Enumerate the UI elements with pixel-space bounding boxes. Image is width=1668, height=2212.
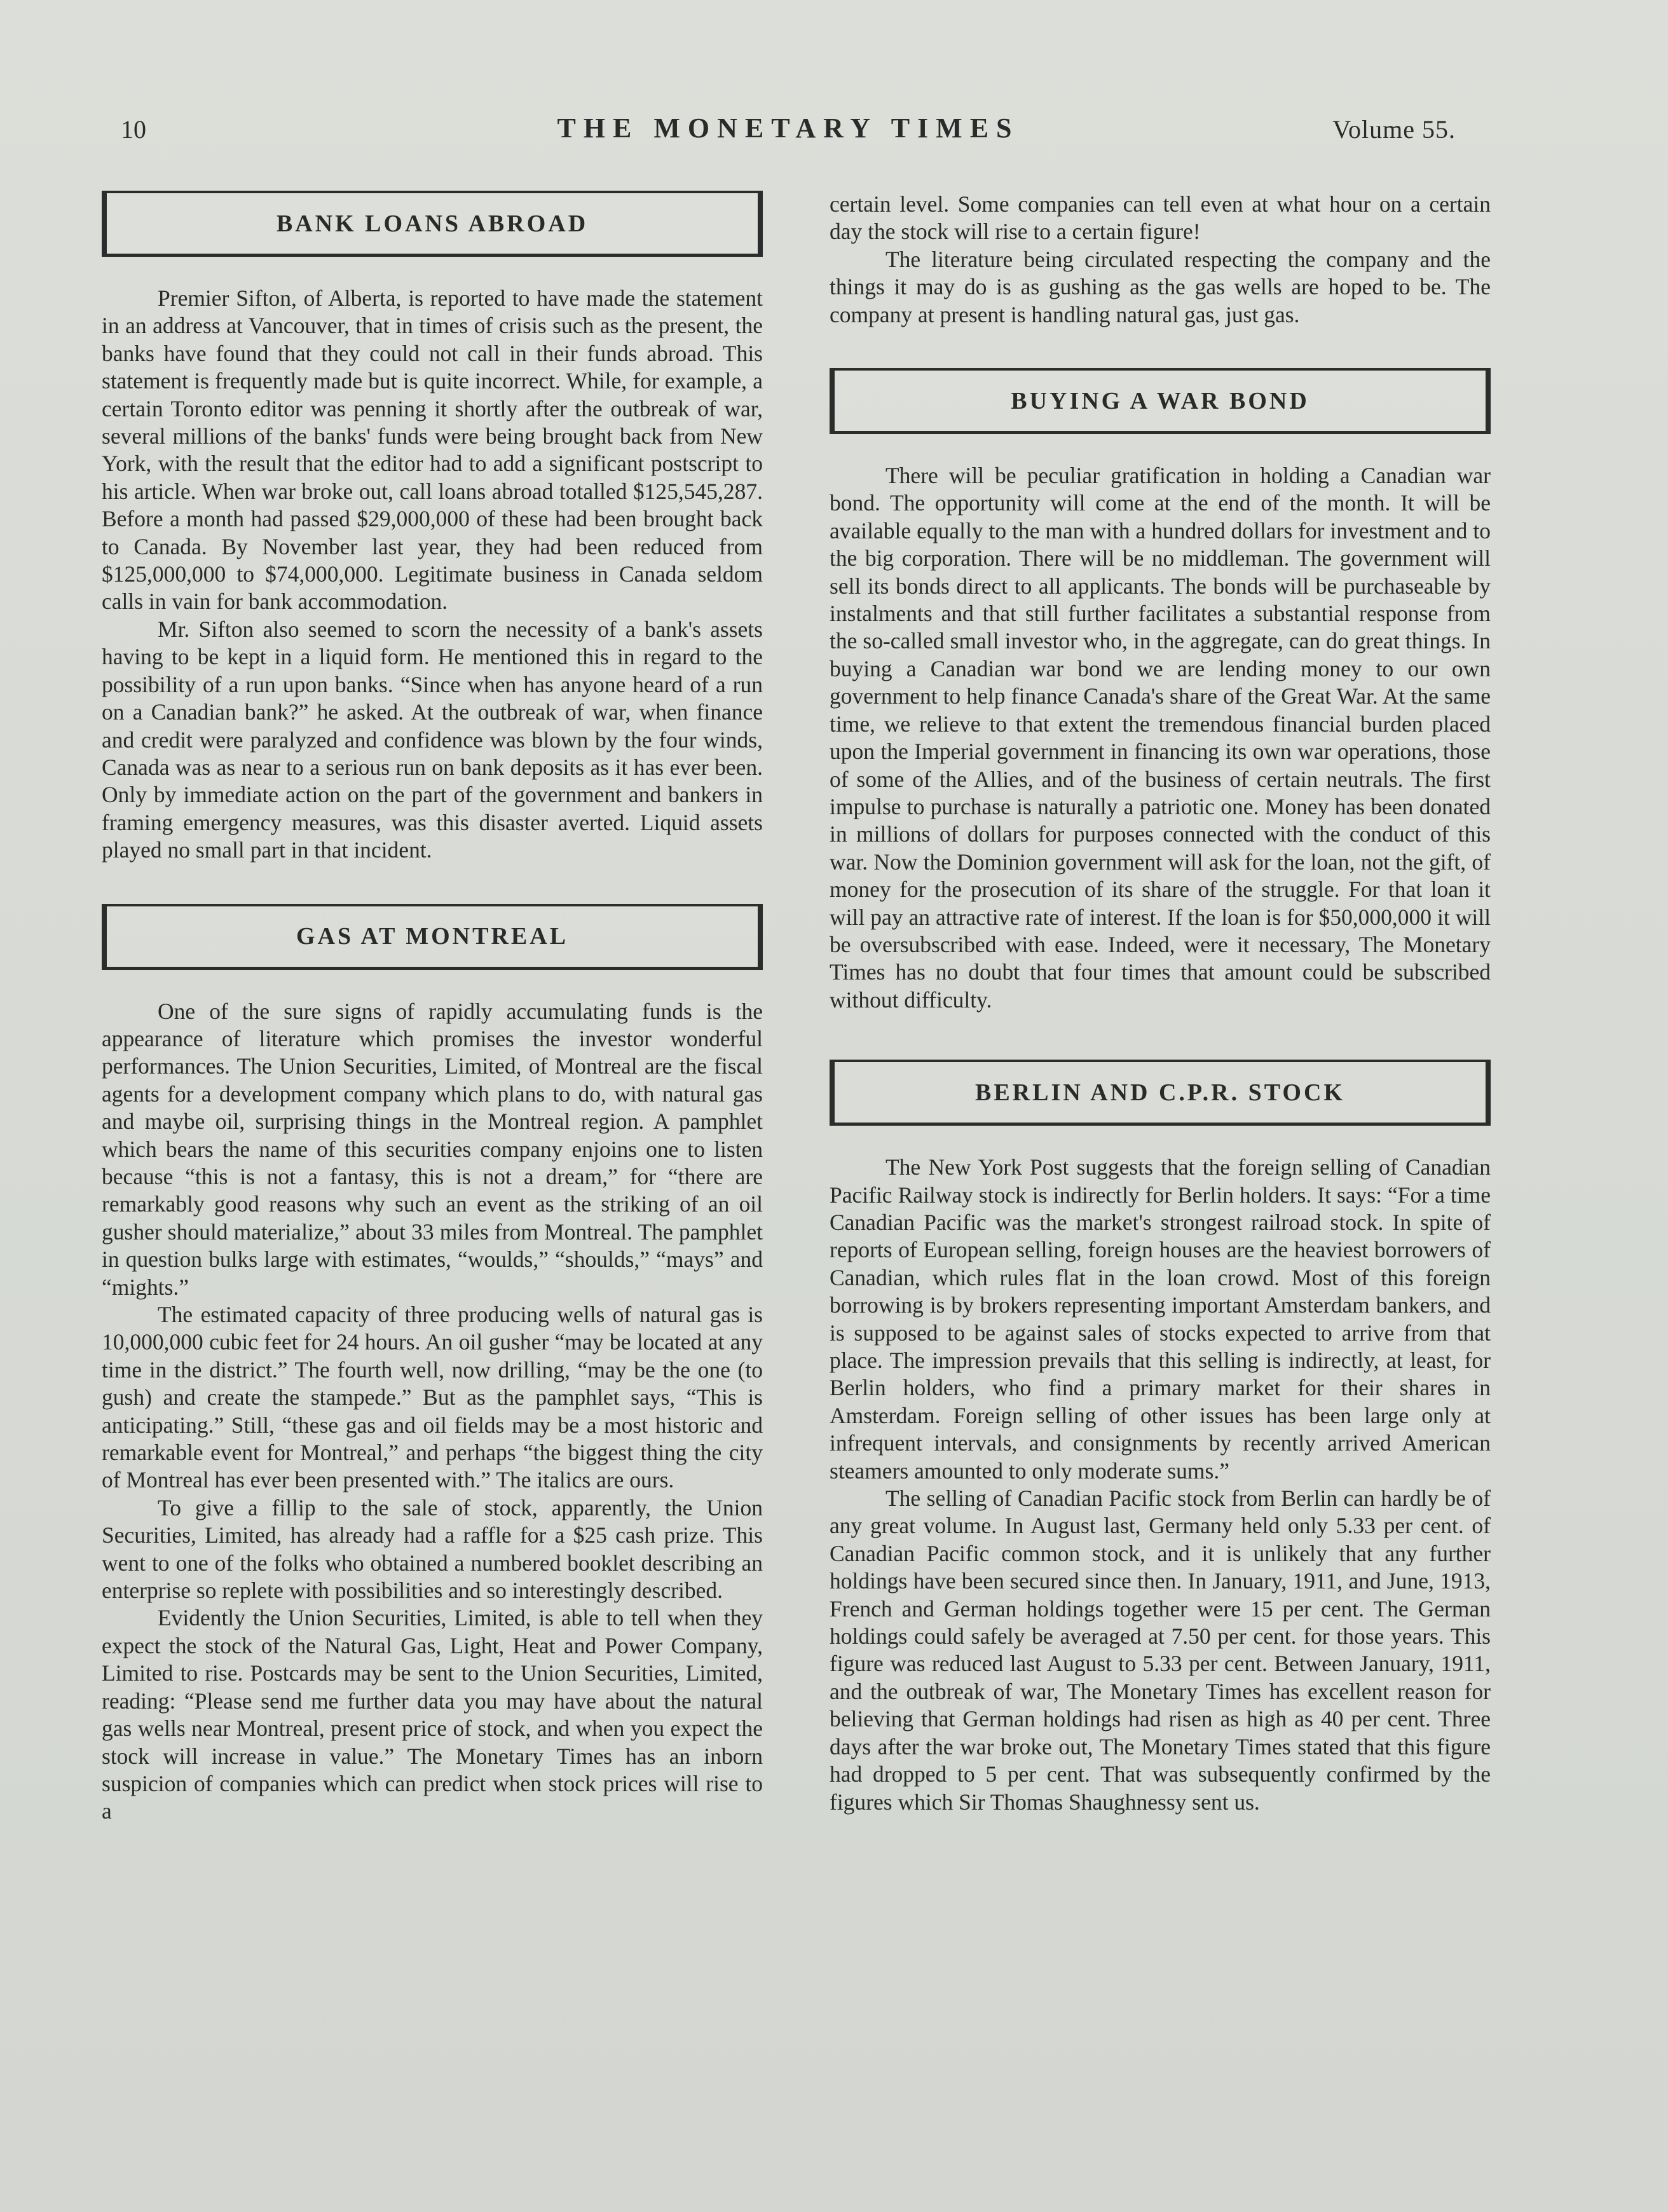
paragraph: To give a fillip to the sale of stock, apparently, the Union Securities, Limited, has already had a raffle for a $25 cash prize. This went to one of the folks who obtained a numbered booklet describing an enterprise so replete with possibilities and so interestingly described. (102, 1494, 763, 1604)
paragraph: One of the sure signs of rapidly accumulating funds is the appearance of literature which promises the investor wonderful performances. The Union Securities, Limited, of Montreal are the fiscal agents for a development company which plans to do, with natural gas and maybe oil, surprising things in the Montreal region. A pamphlet which bears the name of this securities company enjoins one to listen because “this is not a fantasy, this is not a dream,” for “there are remarkably good reasons why such an event as the striking of an oil gusher should materialize,” about 33 miles from Montreal. The pamphlet in question bulks large with estimates, “woulds,” “shoulds,” “mays” and “mights.” (102, 998, 763, 1300)
left-column (102, 191, 763, 1826)
section-heading-gas-montreal (102, 904, 763, 970)
paragraph: The New York Post suggests that the foreign selling of Canadian Pacific Railway stock is indirectly for Berlin holders. It says: “For a time Canadian Pacific was the market's strongest railroad stock. In spite of reports of European selling, foreign houses are the heaviest borrowers of Canadian, which rules flat in the loan crowd. Most of this foreign borrowing is by brokers representing important Amsterdam bankers, and is supposed to be against sales of stocks expected to arrive from that place. The impression prevails that this selling is indirectly, at least, for Berlin holders, who find a primary market for their shares in Amsterdam. Foreign selling of other issues has been large only at infrequent intervals, and consignments by recently arrived American steamers amounted to only moderate sums.” (830, 1154, 1491, 1484)
masthead-title: THE MONETARY TIMES (557, 113, 1020, 144)
heading-text: BUYING A WAR BOND (1011, 387, 1309, 414)
section-heading-bank-loans (102, 191, 763, 257)
section-heading-war-bond (830, 368, 1491, 434)
paragraph: The literature being circulated respecting the company and the things it may do is as gushing as the gas wells are hoped to be. The company at present is handling natural gas, just gas. (830, 246, 1491, 327)
volume-label: Volume 55. (1332, 115, 1456, 144)
page-number: 10 (121, 115, 146, 144)
paragraph: There will be peculiar gratification in holding a Canadian war bond. The opportunity will come at the end of the month. It will be available equally to the man with a hundred dollars for investment and to the big corporation. There will be no middleman. The government will sell its bonds direct to all applicants. The bonds will be purchaseable by instalments and that still further facilitates a substantial response from the so-called small investor who, in the aggregate, can do great things. In buying a Canadian war bond we are lending money to our own government to help finance Canada's share of the Great War. At the same time, we relieve to that extent the tremendous financial burden placed upon the Imperial government in financing its own war operations, those of some of the Allies, and of the business of certain neutrals. The first impulse to purchase is naturally a patriotic one. Money has been donated in millions of dollars for purposes connected with the conduct of this war. Now the Dominion government will ask for the loan, not the gift, of money for the prosecution of its share of the struggle. For that loan it will pay an attractive rate of interest. If the loan is for $50,000,000 it will be oversubscribed with ease. Indeed, were it necessary, The Monetary Times has no doubt that four times that amount could be subscribed without difficulty. (830, 463, 1491, 1013)
heading-text: GAS AT MONTREAL (296, 923, 569, 950)
paragraph: The estimated capacity of three producing wells of natural gas is 10,000,000 cubic feet for 24 hours. An oil gusher “may be located at any time in the district.” The fourth well, now drilling, “may be the one (to gush) and create the stampede.” But as the pamphlet says, “This is anticipating.” Still, “these gas and oil fields may be a most historic and remarkable event for Montreal,” and perhaps “the biggest thing the city of Montreal has ever been presented with.” The italics are ours. (102, 1302, 763, 1493)
paragraph: certain level. Some companies can tell even at what hour on a certain day the stock will rise to a certain figure! (830, 191, 1491, 245)
paragraph: Mr. Sifton also seemed to scorn the necessity of a bank's assets having to be kept in a liquid form. He mentioned this in regard to the possibility of a run upon banks. “Since when has anyone heard of a run on a Canadian bank?” he asked. At the outbreak of war, when finance and credit were paralyzed and confidence was blown by the four winds, Canada was as near to a serious run on bank deposits as it has ever been. Only by immediate action on the part of the government and bankers in framing emergency measures, was this disaster averted. Liquid assets played no small part in that incident. (102, 616, 763, 863)
running-head (121, 114, 1456, 153)
heading-text: BERLIN AND C.P.R. STOCK (975, 1079, 1345, 1106)
section-heading-berlin-cpr (830, 1060, 1491, 1126)
paragraph: Premier Sifton, of Alberta, is reported to have made the statement in an address at Vancouver, that in times of crisis such as the present, the banks have found that they could not call in their funds abroad. This statement is frequently made but is quite incorrect. While, for example, a certain Toronto editor was penning it shortly after the outbreak of war, several millions of the banks' funds were being brought back from New York, with the result that the editor had to add a significant postscript to his article. When war broke out, call loans abroad totalled $125,545,287. Before a month had passed $29,000,000 of these had been brought back to Canada. By November last year, they had been reduced from $125,000,000 to $74,000,000. Legitimate business in Canada seldom calls in vain for bank accommodation. (102, 285, 763, 615)
heading-text: BANK LOANS ABROAD (276, 210, 589, 237)
paragraph: Evidently the Union Securities, Limited, is able to tell when they expect the stock of the Natural Gas, Light, Heat and Power Company, Limited to rise. Postcards may be sent to the Union Securities, Limited, reading: “Please send me further data you may have about the natural gas wells near Montreal, present price of stock, and when you expect the stock will increase in value.” The Monetary Times has an inborn suspicion of companies which can predict when stock prices will rise to a (102, 1605, 763, 1824)
right-column (830, 191, 1491, 1816)
paragraph: The selling of Canadian Pacific stock from Berlin can hardly be of any great volume. In August last, Germany held only 5.33 per cent. of Canadian Pacific common stock, and it is unlikely that any further holdings have been secured since then. In January, 1911, and June, 1913, French and German holdings together were 15 per cent. The German holdings could safely be averaged at 7.50 per cent. for those years. This figure was reduced last August to 5.33 per cent. Between January, 1911, and the outbreak of war, The Monetary Times has excellent reason for believing that German holdings had risen as high as 40 per cent. Three days after the war broke out, The Monetary Times stated that this figure had dropped to 5 per cent. That was subsequently confirmed by the figures which Sir Thomas Shaughnessy sent us. (830, 1485, 1491, 1815)
